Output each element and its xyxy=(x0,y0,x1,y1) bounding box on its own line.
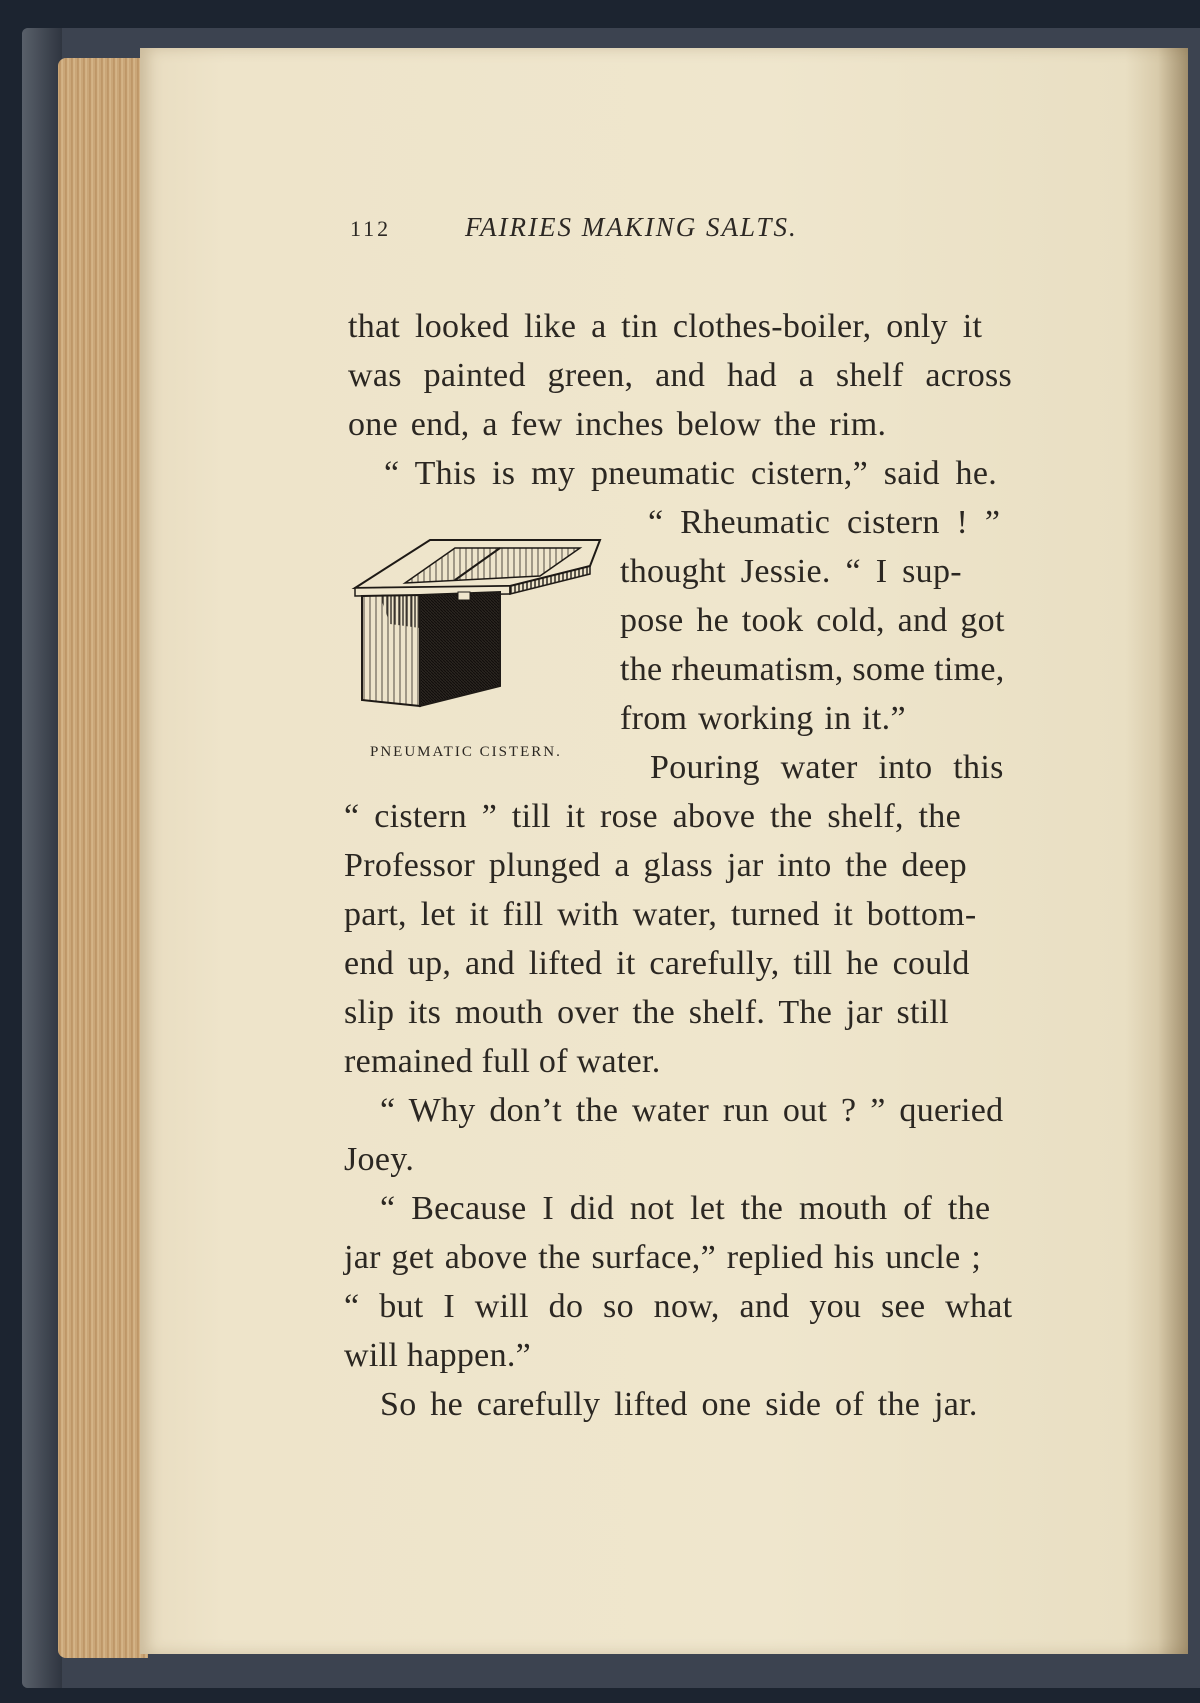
text-line: the rheumatism, some time, xyxy=(620,651,1005,688)
text-line: “ Rheumatic cistern ! ” xyxy=(648,504,1001,541)
text-line: remained full of water. xyxy=(344,1043,661,1080)
text-line: Joey. xyxy=(344,1141,415,1178)
text-line: “ cistern ” till it rose above the shelf, the xyxy=(344,798,961,835)
page-edges xyxy=(58,58,148,1658)
book-spine xyxy=(22,28,62,1688)
text-line: thought Jessie. “ I sup- xyxy=(620,553,962,590)
text-line: “ Because I did not let the mouth of the xyxy=(380,1190,991,1227)
pneumatic-cistern-illustration xyxy=(350,528,610,728)
text-line: will happen.” xyxy=(344,1337,532,1374)
page-gutter-shadow xyxy=(1158,48,1188,1654)
text-line: Pouring water into this xyxy=(650,749,1004,786)
text-line: was painted green, and had a shelf across xyxy=(348,357,1013,394)
text-line: part, let it fill with water, turned it bottom- xyxy=(344,896,977,933)
text-line: “ This is my pneumatic cistern,” said he. xyxy=(384,455,998,492)
text-line: jar get above the surface,” replied his uncle ; xyxy=(344,1239,982,1276)
text-line: pose he took cold, and got xyxy=(620,602,1005,639)
running-header xyxy=(350,212,1050,252)
text-line: Professor plunged a glass jar into the deep xyxy=(344,847,967,884)
text-line: “ but I will do so now, and you see what xyxy=(344,1288,1013,1325)
text-line: that looked like a tin clothes-boiler, only it xyxy=(348,308,983,345)
text-line: So he carefully lifted one side of the jar. xyxy=(380,1386,978,1423)
text-line: slip its mouth over the shelf. The jar still xyxy=(344,994,950,1031)
text-line: one end, a few inches below the rim. xyxy=(348,406,887,443)
page-number: 112 xyxy=(350,216,392,241)
figure-caption: PNEUMATIC CISTERN. xyxy=(370,744,562,760)
text-line: “ Why don’t the water run out ? ” queried xyxy=(380,1092,1004,1129)
text-line: end up, and lifted it carefully, till he could xyxy=(344,945,970,982)
text-line: from working in it.” xyxy=(620,700,906,737)
running-title: FAIRIES MAKING SALTS. xyxy=(465,212,798,242)
